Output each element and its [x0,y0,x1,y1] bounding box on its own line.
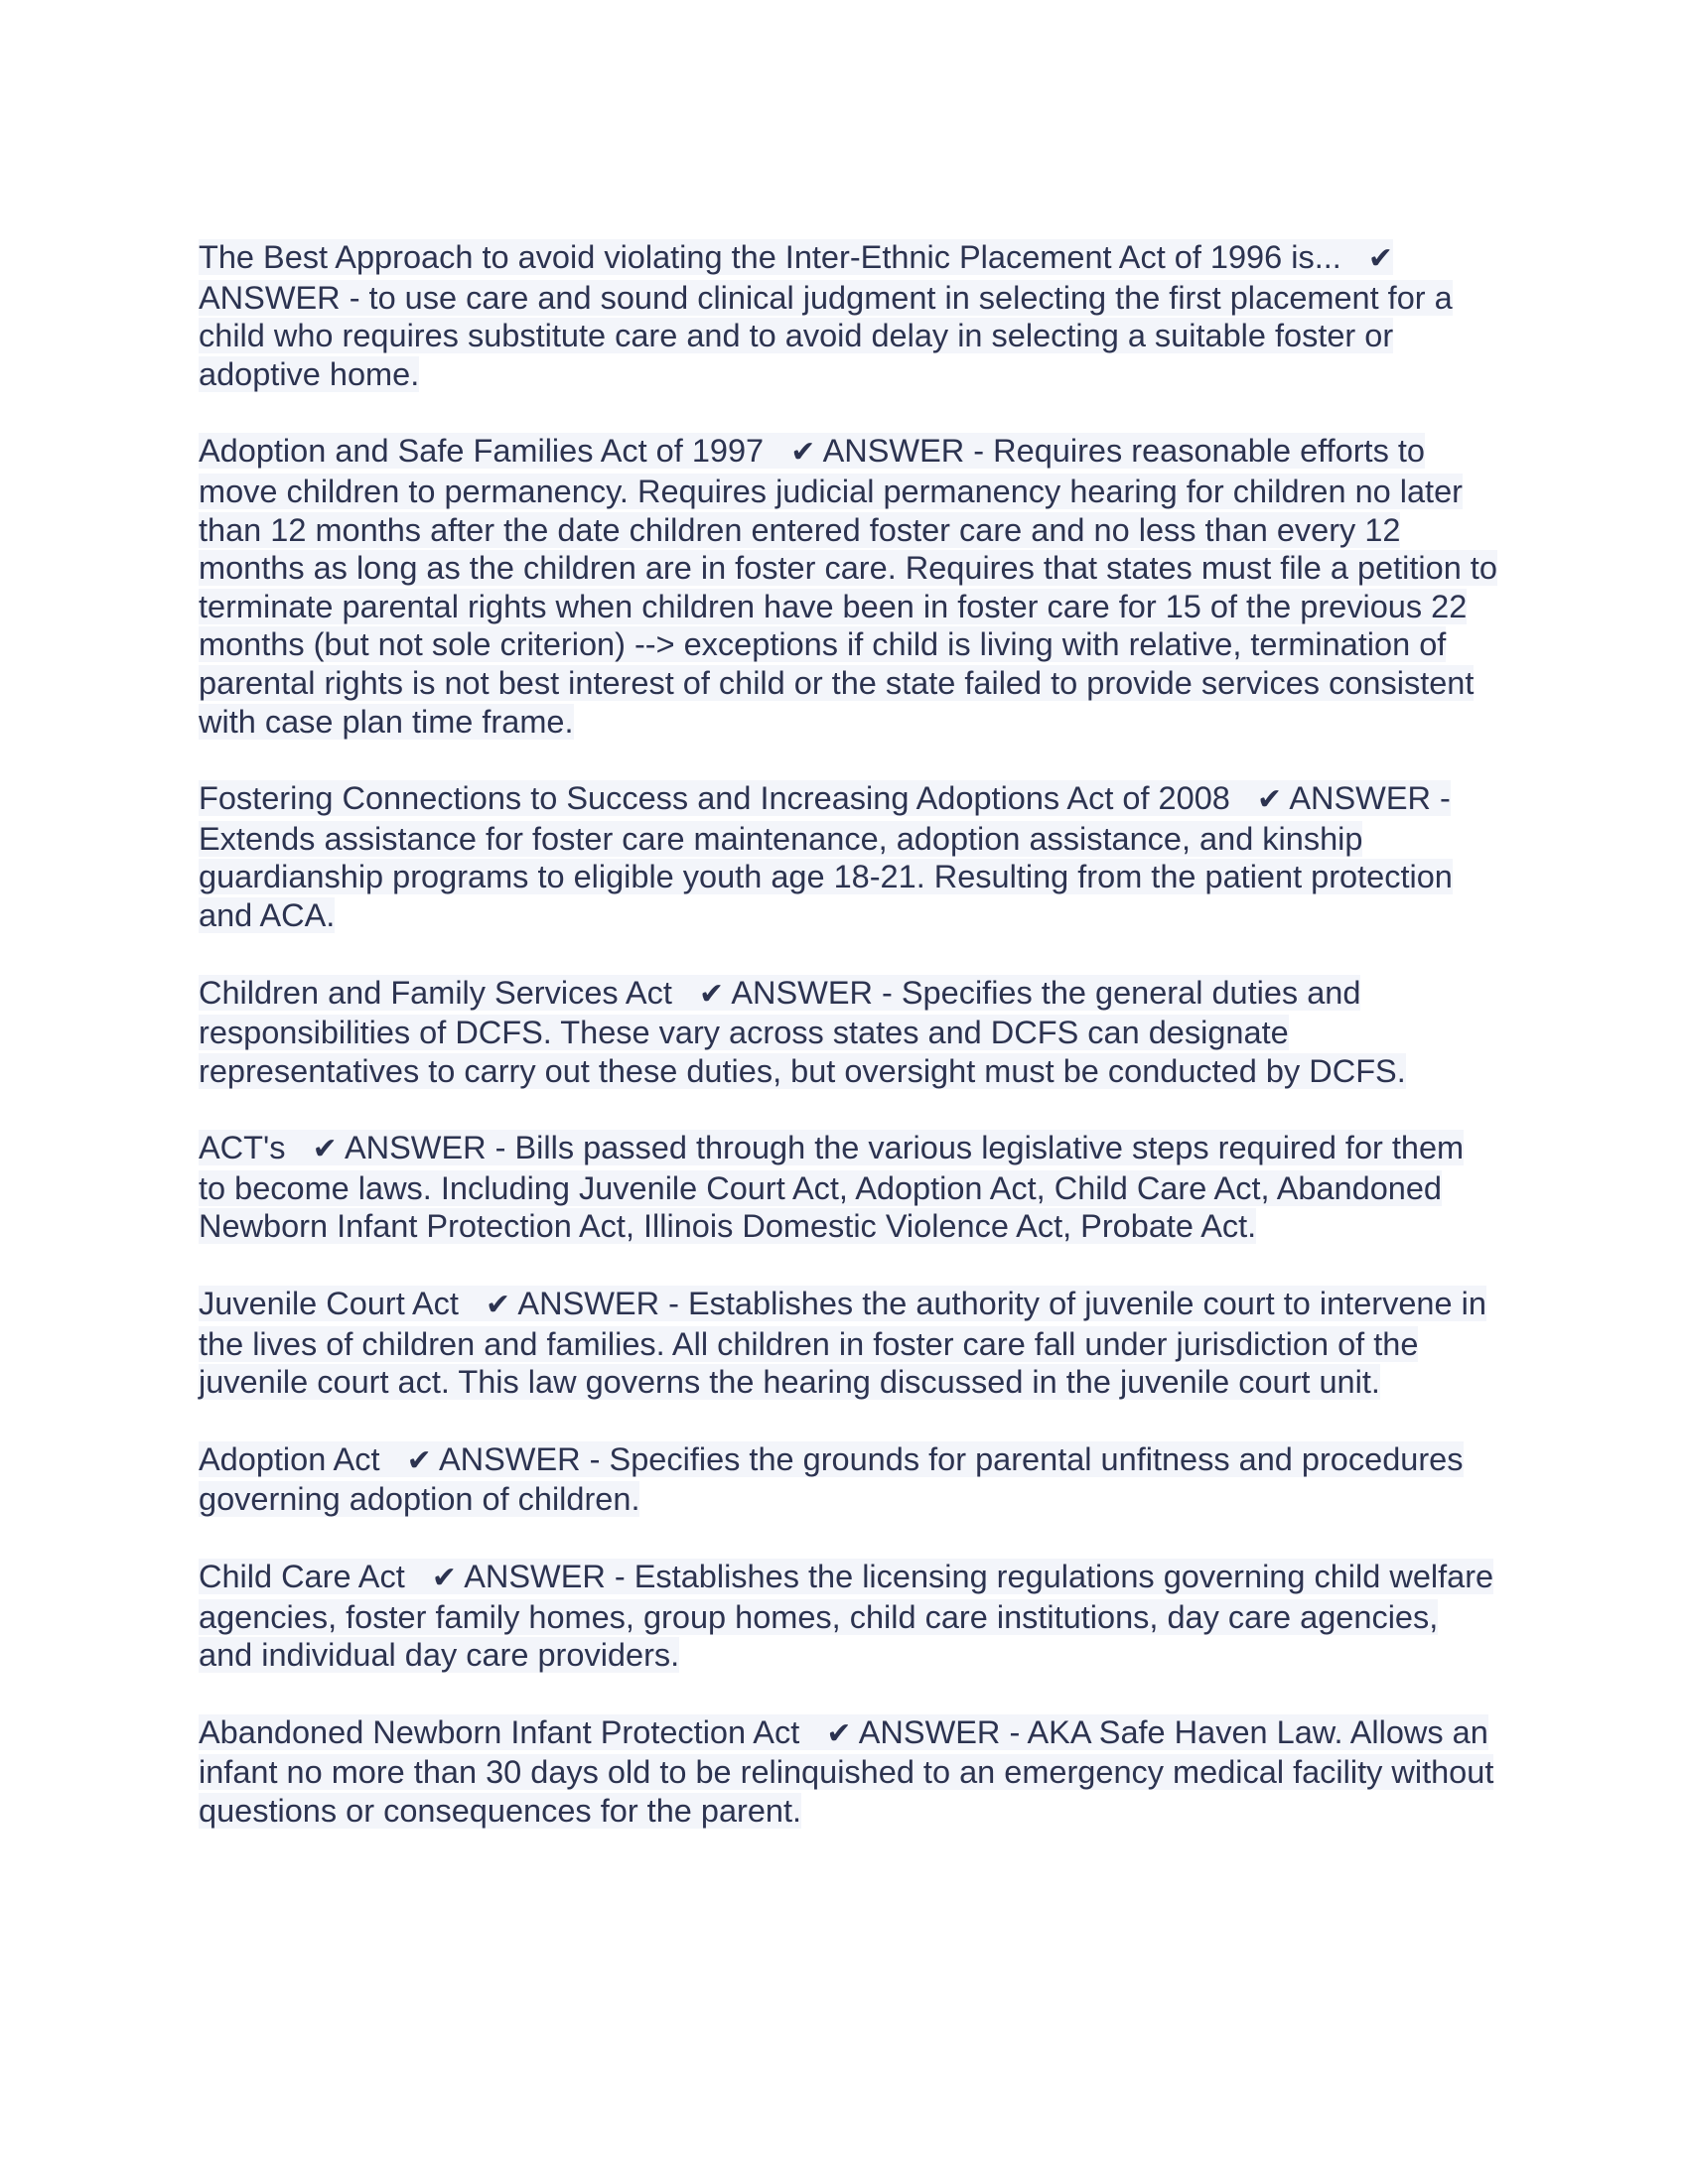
entry-text [199,1559,1493,1673]
checkmark-icon: ✔ [826,1715,852,1751]
entry-term: Abandoned Newborn Infant Protection Act [199,1713,800,1750]
entry-term: Children and Family Services Act [199,974,672,1011]
answer-label: ANSWER [822,433,965,470]
checkmark-icon: ✔ [431,1561,457,1596]
answer-label: ANSWER [517,1286,660,1322]
entry-answer: - Establishes the licensing regulations governing child welfare agencies, foster family homes, group homes, child care institutions, day care agencies, and individual day care providers. [199,1559,1494,1674]
entry-answer: - Specifies the grounds for parental unfitness and procedures governing adoption of children. [199,1440,1464,1518]
qa-entry-anipa [199,1713,1499,1831]
entry-answer: - Specifies the general duties and responsibilities of DCFS. These vary across states and DCFS can designate representatives to carry out these duties, but oversight must be conducted by DCFS. [199,974,1406,1089]
qa-entry-child-care-act [199,1558,1499,1675]
answer-label: ANSWER [344,1130,487,1166]
qa-entry-asfa [199,432,1499,741]
answer-label: ANSWER [731,974,873,1011]
entry-text [199,1130,1464,1244]
entry-term: Juvenile Court Act [199,1286,459,1322]
entry-text [199,780,1453,933]
entry-term: Adoption and Safe Families Act of 1997 [199,433,765,470]
entry-term: Child Care Act [199,1559,405,1595]
entry-text [199,1286,1486,1400]
checkmark-icon: ✔ [486,1288,511,1323]
qa-entry-cfsa [199,974,1499,1091]
entry-term: The Best Approach to avoid violating the Inter-Ethnic Placement Act of 1996 is... [199,239,1341,275]
qa-entry-acts [199,1129,1499,1246]
entry-text [199,239,1453,392]
entry-answer: - Requires reasonable efforts to move children to permanency. Requires judicial permanency hearing for children no later than 12 months after the date children entered foster care and no less than every 12 months as long as the children are in foster care. Requires that states must file a petition to terminate parental rights when children have been in foster care for 15 of the previous 22 months (but not sole criterion) --> exceptions if child is living with relative, termination of parental rights is not best interest of child or the state failed to provide services consistent with case plan time frame. [199,433,1497,740]
entry-answer: - to use care and sound clinical judgment in selecting the first placement for a child who requires substitute care and to avoid delay in selecting a suitable foster or adoptive home. [199,279,1453,392]
entry-text [199,1441,1464,1518]
qa-entry-ipa [199,238,1499,393]
answer-label: ANSWER [438,1440,581,1477]
entry-text [199,433,1497,739]
checkmark-icon: ✔ [406,1442,432,1478]
entry-text [199,975,1406,1089]
answer-label: ANSWER [199,279,341,316]
qa-entry-juvenile-court-act [199,1285,1499,1402]
answer-label: ANSWER [464,1559,606,1595]
answer-label: ANSWER [858,1713,1001,1750]
qa-entry-fostering-connections [199,779,1499,934]
qa-entry-adoption-act [199,1440,1499,1519]
entry-term: Adoption Act [199,1440,380,1477]
entry-term: ACT's [199,1130,286,1166]
checkmark-icon: ✔ [1367,241,1394,276]
checkmark-icon: ✔ [698,976,725,1012]
entry-answer: - Bills passed through the various legislative steps required for them to become laws. Including Juvenile Court Act, Adoption Act, Child Care Act, Abandoned Newborn Infant Protection Act, Illinois Domestic Violence Act, Probate Act. [199,1130,1465,1245]
entry-text [199,1714,1493,1829]
checkmark-icon: ✔ [312,1132,338,1167]
entry-answer: - Establishes the authority of juvenile court to intervene in the lives of children and families. All children in foster care fall under jurisdiction of the juvenile court act. This law governs the hearing discussed in the juvenile court unit. [199,1286,1486,1401]
checkmark-icon: ✔ [790,435,816,471]
entry-answer: - Extends assistance for foster care maintenance, adoption assistance, and kinship guardianship programs to eligible youth age 18-21. Resulting from the patient protection and ACA. [199,780,1453,933]
checkmark-icon: ✔ [1256,782,1283,818]
entry-term: Fostering Connections to Success and Increasing Adoptions Act of 2008 [199,780,1230,817]
document-page [199,238,1499,1869]
answer-label: ANSWER [1289,780,1431,817]
entry-answer: - AKA Safe Haven Law. Allows an infant no more than 30 days old to be relinquished to an emergency medical facility without questions or consequences for the parent. [199,1713,1494,1829]
